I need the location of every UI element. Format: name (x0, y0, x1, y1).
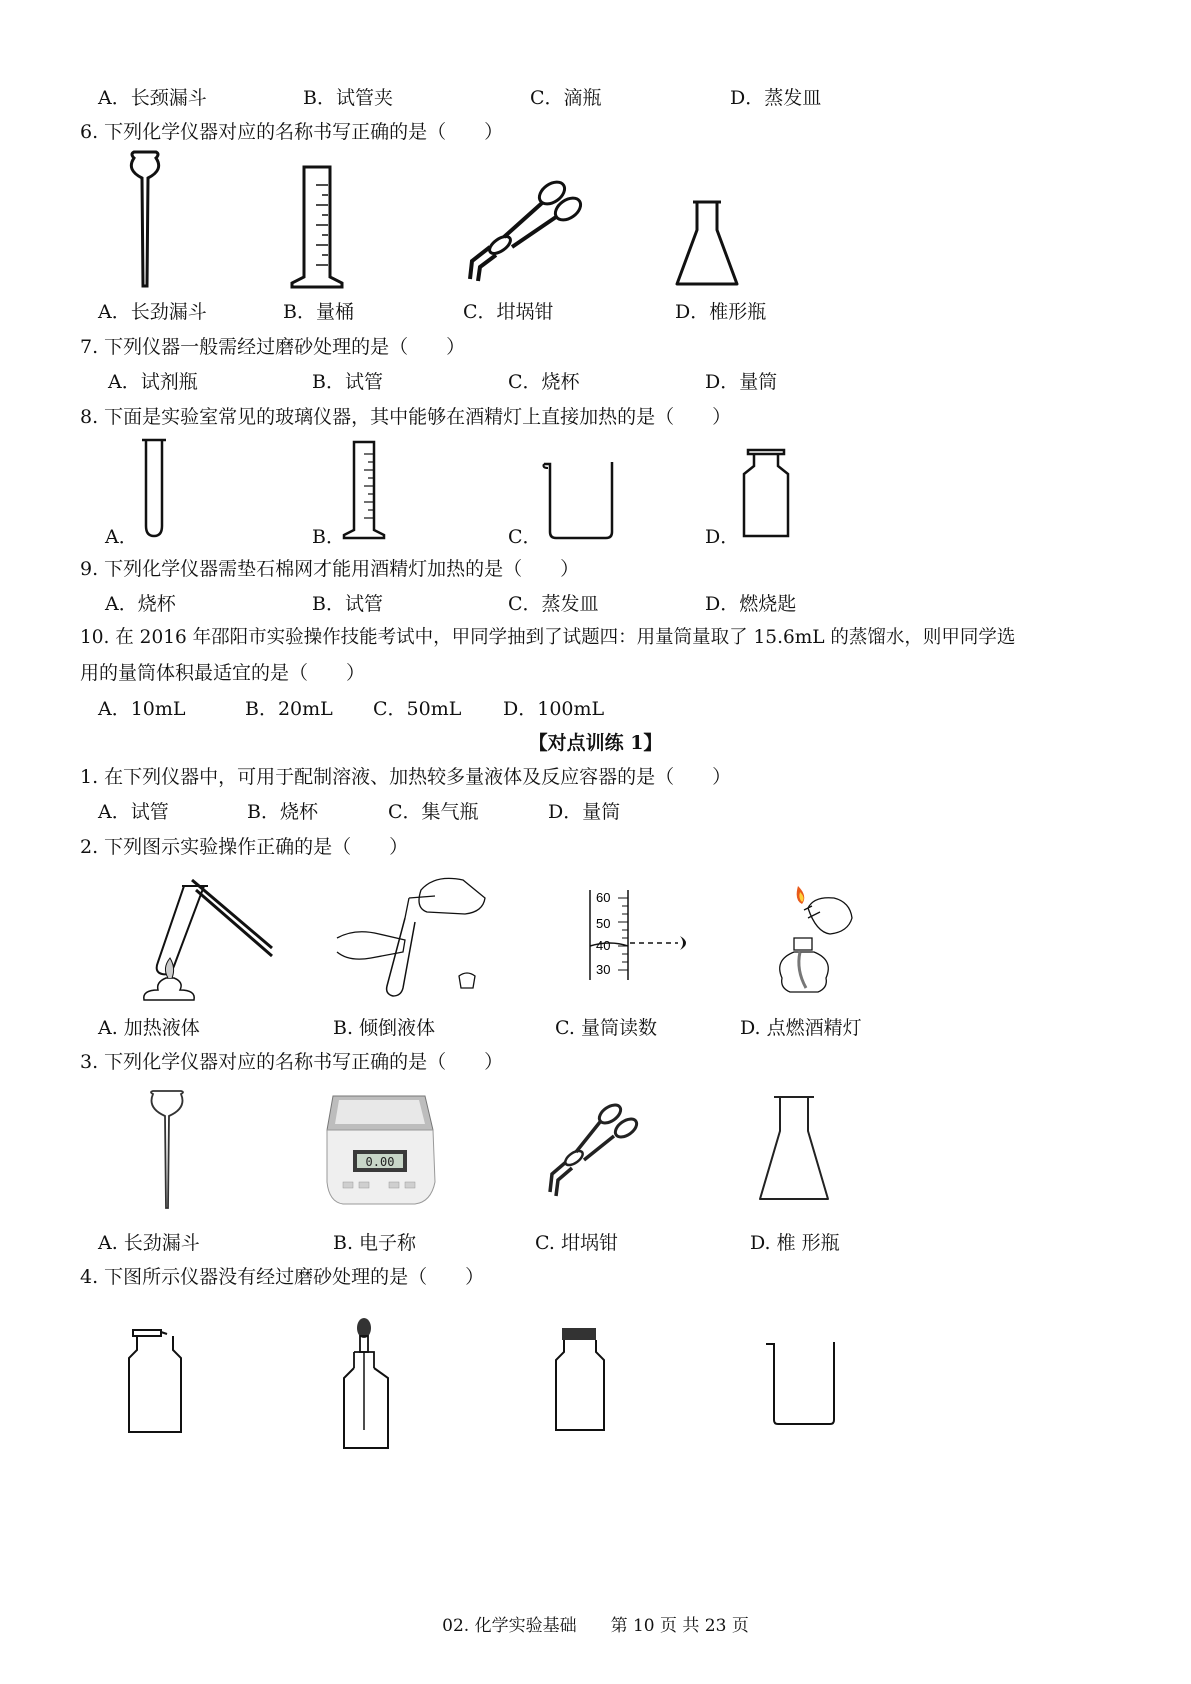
practice1-option-d: D．量筒 (548, 801, 621, 823)
q8-option-d: D． (705, 526, 740, 548)
q7-option-a: A．试剂瓶 (108, 371, 198, 393)
q5-option-b: B．试管夹 (303, 87, 393, 109)
practice2-option-b: B. 倾倒液体 (333, 1017, 436, 1039)
practice2-option-c: C. 量筒读数 (555, 1017, 657, 1039)
q9-option-b: B．试管 (312, 593, 383, 615)
cylinder-tick-label: 50 (596, 916, 611, 931)
cylinder-tick-label: 40 (596, 938, 611, 953)
pouring-liquid-illustration (335, 868, 495, 1003)
test-tube-illustration (140, 438, 170, 540)
q10-option-b: B．20mL (245, 698, 333, 720)
lighting-alcohol-lamp-illustration (768, 878, 863, 1008)
conical-flask-illustration (675, 200, 745, 290)
q10-option-c: C．50mL (373, 698, 462, 720)
practice2-option-a: A. 加热液体 (98, 1017, 200, 1039)
q8-option-b: B． (312, 526, 345, 548)
electronic-balance-illustration (325, 1088, 437, 1206)
practice2-stem: 2. 下列图示实验操作正确的是（ ） (80, 836, 409, 858)
crucible-tongs-illustration (460, 175, 590, 285)
cylinder-tick-label: 30 (596, 962, 611, 977)
q6-option-b: B．量桶 (283, 301, 354, 323)
practice3-option-a: A. 长劲漏斗 (98, 1232, 200, 1254)
q7-option-c: C．烧杯 (508, 371, 580, 393)
long-neck-funnel-illustration (120, 150, 180, 290)
practice1-option-a: A．试管 (98, 801, 169, 823)
q7-option-d: D．量筒 (705, 371, 778, 393)
q9-stem: 9. 下列化学仪器需垫石棉网才能用酒精灯加热的是（ ） (80, 558, 580, 580)
practice1-option-b: B．烧杯 (247, 801, 318, 823)
graduated-cylinder-illustration (290, 165, 350, 290)
page-footer: 02. 化学实验基础 第 10 页 共 23 页 (442, 1616, 749, 1636)
crucible-tongs-illustration (540, 1100, 645, 1200)
q9-option-a: A．烧杯 (105, 593, 176, 615)
q5-option-c: C．滴瓶 (530, 87, 602, 109)
balance-display-readout: 0.00 (365, 1155, 395, 1169)
section-heading: 【对点训练 1】 (528, 732, 663, 754)
reagent-bottle-illustration (740, 448, 792, 540)
practice1-option-c: C．集气瓶 (388, 801, 479, 823)
q8-option-a: A． (105, 526, 138, 548)
q6-stem: 6. 下列化学仪器对应的名称书写正确的是（ ） (80, 121, 504, 143)
screw-cap-bottle-illustration (552, 1326, 608, 1434)
q9-option-d: D．燃烧匙 (705, 593, 797, 615)
practice1-stem: 1. 在下列仪器中，可用于配制溶液、加热较多量液体及反应容器的是（ ） (80, 766, 732, 788)
q10-option-a: A．10mL (98, 698, 186, 720)
practice3-option-c: C. 坩埚钳 (535, 1232, 618, 1254)
wide-mouth-bottle-illustration (125, 1328, 185, 1434)
q6-option-a: A．长劲漏斗 (98, 301, 207, 323)
q9-option-c: C．蒸发皿 (508, 593, 599, 615)
practice4-stem: 4. 下图所示仪器没有经过磨砂处理的是（ ） (80, 1266, 485, 1288)
q5-option-d: D．蒸发皿 (730, 87, 822, 109)
practice3-option-b: B. 电子称 (333, 1232, 417, 1254)
beaker-illustration (542, 460, 620, 540)
q8-option-c: C． (508, 526, 542, 548)
graduated-cylinder-illustration (342, 440, 392, 540)
q10-stem-line2: 用的量筒体积最适宜的是（ ） (80, 662, 366, 684)
beaker-illustration (764, 1340, 844, 1428)
heating-liquid-illustration (122, 878, 282, 1006)
q6-option-d: D．椎形瓶 (675, 301, 767, 323)
practice3-stem: 3. 下列化学仪器对应的名称书写正确的是（ ） (80, 1051, 504, 1073)
cylinder-tick-label: 60 (596, 890, 611, 905)
q7-stem: 7. 下列仪器一般需经过磨砂处理的是（ ） (80, 336, 466, 358)
practice3-option-d: D. 椎 形瓶 (750, 1232, 840, 1254)
q7-option-b: B．试管 (312, 371, 383, 393)
practice2-option-d: D. 点燃酒精灯 (740, 1017, 862, 1039)
long-neck-funnel-illustration (145, 1090, 190, 1212)
cylinder-reading-illustration (588, 888, 698, 980)
conical-flask-illustration (758, 1095, 830, 1205)
q5-option-a: A．长颈漏斗 (98, 87, 207, 109)
dropping-bottle-illustration (340, 1312, 392, 1452)
q10-option-d: D．100mL (503, 698, 605, 720)
q6-option-c: C．坩埚钳 (463, 301, 554, 323)
q8-stem: 8. 下面是实验室常见的玻璃仪器，其中能够在酒精灯上直接加热的是（ ） (80, 406, 732, 428)
q10-stem-line1: 10. 在 2016 年邵阳市实验操作技能考试中，甲同学抽到了试题四：用量筒量取了 15.6mL 的蒸馏水，则甲同学选 (80, 627, 1016, 648)
